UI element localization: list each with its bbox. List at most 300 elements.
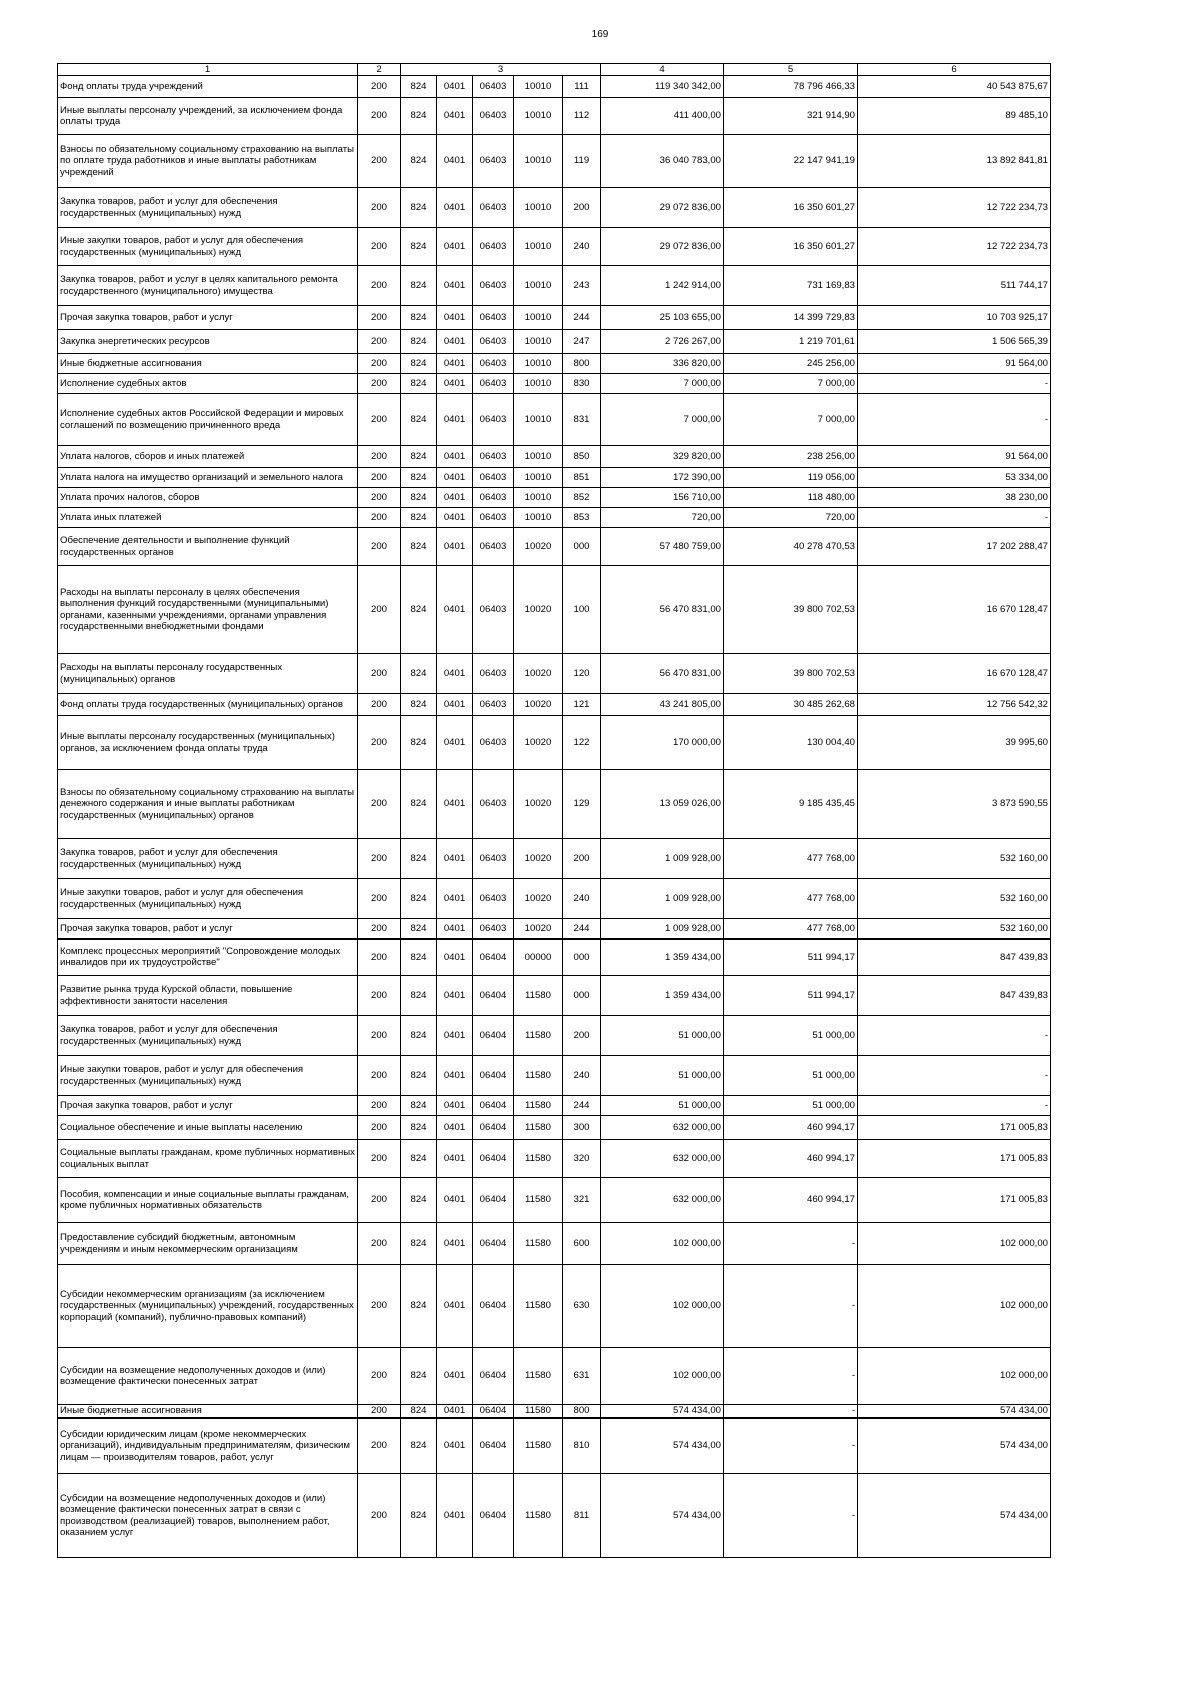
row-col-2: 200	[358, 1096, 401, 1116]
row-col-3-section: 0401	[437, 330, 473, 354]
row-col-3-type: 800	[563, 354, 601, 374]
row-col-6-amount: 12 722 234,73	[858, 188, 1051, 228]
row-col-3-section: 0401	[437, 228, 473, 266]
row-col-4-amount: 51 000,00	[601, 1056, 724, 1096]
row-col-3-program: 06404	[473, 1418, 514, 1474]
row-name: Закупка товаров, работ и услуг в целях капитального ремонта государственного (муниципального) имущества	[58, 266, 358, 306]
row-col-5-amount: 9 185 435,45	[724, 770, 858, 839]
row-col-3-section: 0401	[437, 1418, 473, 1474]
table-row	[58, 488, 1051, 508]
budget-table-container	[57, 63, 1051, 1558]
row-col-6-amount: 12 722 234,73	[858, 228, 1051, 266]
row-col-3-direction: 11580	[514, 1178, 563, 1223]
row-col-3-type: 830	[563, 374, 601, 394]
row-col-3-type: 120	[563, 654, 601, 694]
row-col-4-amount: 329 820,00	[601, 446, 724, 468]
row-col-3-program: 06403	[473, 76, 514, 98]
row-col-3-admin: 824	[401, 1096, 437, 1116]
row-col-2: 200	[358, 330, 401, 354]
table-row	[58, 839, 1051, 879]
row-col-5-amount: 460 994,17	[724, 1140, 858, 1178]
table-row	[58, 394, 1051, 446]
row-col-4-amount: 102 000,00	[601, 1348, 724, 1405]
table-row	[58, 98, 1051, 135]
row-col-3-admin: 824	[401, 1474, 437, 1558]
row-col-3-direction: 10020	[514, 919, 563, 939]
row-col-5-amount: 477 768,00	[724, 839, 858, 879]
table-row	[58, 1418, 1051, 1474]
row-col-3-type: 600	[563, 1223, 601, 1265]
row-col-3-direction: 10010	[514, 488, 563, 508]
row-col-3-section: 0401	[437, 879, 473, 919]
table-row	[58, 306, 1051, 330]
row-col-6-amount: 102 000,00	[858, 1348, 1051, 1405]
row-col-2: 200	[358, 879, 401, 919]
row-col-4-amount: 574 434,00	[601, 1474, 724, 1558]
row-col-3-program: 06403	[473, 508, 514, 528]
row-col-3-section: 0401	[437, 1405, 473, 1418]
row-col-3-direction: 11580	[514, 1096, 563, 1116]
row-col-2: 200	[358, 770, 401, 839]
row-col-3-section: 0401	[437, 266, 473, 306]
row-col-3-type: 630	[563, 1265, 601, 1348]
row-col-6-amount: 13 892 841,81	[858, 135, 1051, 188]
row-col-3-section: 0401	[437, 306, 473, 330]
row-col-5-amount: 22 147 941,19	[724, 135, 858, 188]
row-col-6-amount: -	[858, 374, 1051, 394]
row-col-2: 200	[358, 716, 401, 770]
row-col-5-amount: 78 796 466,33	[724, 76, 858, 98]
row-col-3-admin: 824	[401, 1178, 437, 1223]
row-col-3-type: 112	[563, 98, 601, 135]
row-col-4-amount: 411 400,00	[601, 98, 724, 135]
table-row	[58, 76, 1051, 98]
row-col-5-amount: 245 256,00	[724, 354, 858, 374]
row-name: Уплата иных платежей	[58, 508, 358, 528]
row-col-3-section: 0401	[437, 566, 473, 654]
row-col-3-admin: 824	[401, 839, 437, 879]
row-col-5-amount: 51 000,00	[724, 1056, 858, 1096]
row-name: Пособия, компенсации и иные социальные выплаты гражданам, кроме публичных нормативных обязательств	[58, 1178, 358, 1223]
row-col-3-admin: 824	[401, 508, 437, 528]
row-col-3-type: 810	[563, 1418, 601, 1474]
row-col-6-amount: 91 564,00	[858, 446, 1051, 468]
row-col-4-amount: 102 000,00	[601, 1265, 724, 1348]
row-col-3-program: 06403	[473, 330, 514, 354]
row-col-4-amount: 7 000,00	[601, 374, 724, 394]
row-col-3-admin: 824	[401, 374, 437, 394]
row-col-3-program: 06403	[473, 839, 514, 879]
row-col-3-type: 240	[563, 228, 601, 266]
row-col-6-amount: 17 202 288,47	[858, 528, 1051, 566]
row-col-2: 200	[358, 188, 401, 228]
row-col-3-type: 321	[563, 1178, 601, 1223]
row-col-3-admin: 824	[401, 98, 437, 135]
row-name: Иные закупки товаров, работ и услуг для обеспечения государственных (муниципальных) нужд	[58, 228, 358, 266]
row-col-3-type: 850	[563, 446, 601, 468]
row-name: Фонд оплаты труда учреждений	[58, 76, 358, 98]
row-col-6-amount: 574 434,00	[858, 1474, 1051, 1558]
table-row	[58, 976, 1051, 1016]
row-col-5-amount: 460 994,17	[724, 1116, 858, 1140]
row-col-4-amount: 1 242 914,00	[601, 266, 724, 306]
row-col-3-admin: 824	[401, 306, 437, 330]
row-col-2: 200	[358, 654, 401, 694]
row-col-4-amount: 43 241 805,00	[601, 694, 724, 716]
row-col-6-amount: 3 873 590,55	[858, 770, 1051, 839]
row-col-3-direction: 10010	[514, 446, 563, 468]
row-col-3-direction: 11580	[514, 1140, 563, 1178]
row-name: Субсидии некоммерческим организациям (за исключением государственных (муниципальных) учреждений, государственных корпораций (компаний), публично-правовых компаний)	[58, 1265, 358, 1348]
row-col-2: 200	[358, 1056, 401, 1096]
row-col-3-direction: 10010	[514, 76, 563, 98]
row-col-3-type: 240	[563, 1056, 601, 1096]
header-col-2: 2	[358, 64, 401, 76]
table-row	[58, 508, 1051, 528]
table-row	[58, 1140, 1051, 1178]
row-col-3-program: 06404	[473, 1116, 514, 1140]
row-col-3-program: 06403	[473, 306, 514, 330]
row-col-3-type: 129	[563, 770, 601, 839]
row-col-3-section: 0401	[437, 1474, 473, 1558]
row-col-3-type: 244	[563, 919, 601, 939]
row-col-3-admin: 824	[401, 566, 437, 654]
row-col-6-amount: 847 439,83	[858, 976, 1051, 1016]
row-col-3-program: 06403	[473, 98, 514, 135]
row-col-2: 200	[358, 228, 401, 266]
row-col-3-program: 06404	[473, 976, 514, 1016]
row-col-6-amount: 102 000,00	[858, 1265, 1051, 1348]
row-col-5-amount: 39 800 702,53	[724, 654, 858, 694]
row-col-3-type: 122	[563, 716, 601, 770]
row-col-3-section: 0401	[437, 1096, 473, 1116]
table-row	[58, 228, 1051, 266]
table-row	[58, 1474, 1051, 1558]
row-col-3-program: 06403	[473, 135, 514, 188]
row-col-6-amount: 16 670 128,47	[858, 566, 1051, 654]
row-col-3-section: 0401	[437, 770, 473, 839]
row-col-6-amount: 171 005,83	[858, 1178, 1051, 1223]
table-row	[58, 879, 1051, 919]
table-row	[58, 716, 1051, 770]
row-col-2: 200	[358, 374, 401, 394]
table-row	[58, 939, 1051, 976]
table-row	[58, 770, 1051, 839]
row-col-6-amount: 53 334,00	[858, 468, 1051, 488]
row-name: Иные закупки товаров, работ и услуг для обеспечения государственных (муниципальных) нужд	[58, 879, 358, 919]
row-col-3-direction: 10020	[514, 716, 563, 770]
row-col-5-amount: 238 256,00	[724, 446, 858, 468]
row-col-6-amount: 532 160,00	[858, 879, 1051, 919]
row-col-5-amount: -	[724, 1348, 858, 1405]
table-row	[58, 330, 1051, 354]
row-col-6-amount: 91 564,00	[858, 354, 1051, 374]
row-col-3-program: 06404	[473, 1348, 514, 1405]
row-name: Уплата налога на имущество организаций и земельного налога	[58, 468, 358, 488]
row-col-3-program: 06404	[473, 1178, 514, 1223]
row-col-2: 200	[358, 394, 401, 446]
row-col-2: 200	[358, 976, 401, 1016]
row-col-3-direction: 11580	[514, 976, 563, 1016]
row-col-3-direction: 11580	[514, 1223, 563, 1265]
row-col-5-amount: 1 219 701,61	[724, 330, 858, 354]
row-name: Исполнение судебных актов Российской Федерации и мировых соглашений по возмещению причиненного вреда	[58, 394, 358, 446]
row-name: Иные закупки товаров, работ и услуг для обеспечения государственных (муниципальных) нужд	[58, 1056, 358, 1096]
row-col-6-amount: 10 703 925,17	[858, 306, 1051, 330]
row-col-3-program: 06403	[473, 694, 514, 716]
table-row	[58, 266, 1051, 306]
header-col-3: 3	[401, 64, 601, 76]
row-col-3-direction: 10010	[514, 508, 563, 528]
row-col-5-amount: -	[724, 1418, 858, 1474]
row-col-4-amount: 1 009 928,00	[601, 839, 724, 879]
row-name: Развитие рынка труда Курской области, повышение эффективности занятости населения	[58, 976, 358, 1016]
row-name: Иные бюджетные ассигнования	[58, 354, 358, 374]
row-col-3-type: 244	[563, 306, 601, 330]
row-col-3-section: 0401	[437, 98, 473, 135]
row-col-2: 200	[358, 135, 401, 188]
row-col-4-amount: 1 009 928,00	[601, 879, 724, 919]
row-col-4-amount: 56 470 831,00	[601, 654, 724, 694]
row-col-3-admin: 824	[401, 1140, 437, 1178]
row-col-6-amount: 16 670 128,47	[858, 654, 1051, 694]
row-col-3-type: 853	[563, 508, 601, 528]
row-col-3-admin: 824	[401, 394, 437, 446]
row-col-4-amount: 36 040 783,00	[601, 135, 724, 188]
row-col-3-program: 06403	[473, 394, 514, 446]
row-col-4-amount: 29 072 836,00	[601, 228, 724, 266]
header-col-1: 1	[58, 64, 358, 76]
row-col-3-program: 06403	[473, 188, 514, 228]
row-col-5-amount: 39 800 702,53	[724, 566, 858, 654]
table-row	[58, 1405, 1051, 1418]
budget-table	[57, 63, 1051, 1558]
row-col-3-section: 0401	[437, 839, 473, 879]
table-row	[58, 1096, 1051, 1116]
row-col-6-amount: -	[858, 1096, 1051, 1116]
row-col-3-program: 06403	[473, 488, 514, 508]
row-col-3-program: 06404	[473, 1096, 514, 1116]
row-col-4-amount: 574 434,00	[601, 1418, 724, 1474]
row-col-3-direction: 11580	[514, 1405, 563, 1418]
row-col-3-admin: 824	[401, 188, 437, 228]
row-col-6-amount: -	[858, 1056, 1051, 1096]
row-col-3-section: 0401	[437, 939, 473, 976]
row-col-4-amount: 156 710,00	[601, 488, 724, 508]
table-header-row	[58, 64, 1051, 76]
row-name: Прочая закупка товаров, работ и услуг	[58, 1096, 358, 1116]
row-col-3-program: 06403	[473, 716, 514, 770]
row-col-3-program: 06403	[473, 654, 514, 694]
row-col-4-amount: 1 009 928,00	[601, 919, 724, 939]
row-col-3-admin: 824	[401, 76, 437, 98]
table-row	[58, 188, 1051, 228]
row-name: Закупка товаров, работ и услуг для обеспечения государственных (муниципальных) нужд	[58, 839, 358, 879]
header-col-4: 4	[601, 64, 724, 76]
row-col-5-amount: 511 994,17	[724, 976, 858, 1016]
table-row	[58, 1348, 1051, 1405]
row-col-3-admin: 824	[401, 1348, 437, 1405]
row-col-5-amount: 731 169,83	[724, 266, 858, 306]
row-col-2: 200	[358, 98, 401, 135]
table-row	[58, 135, 1051, 188]
table-body	[58, 64, 1051, 1558]
row-col-2: 200	[358, 1178, 401, 1223]
row-col-4-amount: 119 340 342,00	[601, 76, 724, 98]
row-col-3-type: 119	[563, 135, 601, 188]
row-col-3-direction: 10020	[514, 879, 563, 919]
row-col-3-admin: 824	[401, 939, 437, 976]
row-col-3-admin: 824	[401, 879, 437, 919]
row-col-3-type: 200	[563, 188, 601, 228]
row-col-5-amount: 321 914,90	[724, 98, 858, 135]
header-col-5: 5	[724, 64, 858, 76]
row-name: Социальные выплаты гражданам, кроме публичных нормативных социальных выплат	[58, 1140, 358, 1178]
row-col-6-amount: 532 160,00	[858, 839, 1051, 879]
row-col-2: 200	[358, 839, 401, 879]
row-col-2: 200	[358, 446, 401, 468]
row-col-5-amount: -	[724, 1474, 858, 1558]
row-col-3-admin: 824	[401, 1418, 437, 1474]
header-col-6: 6	[858, 64, 1051, 76]
row-col-3-section: 0401	[437, 374, 473, 394]
row-col-3-section: 0401	[437, 1116, 473, 1140]
row-col-3-type: 000	[563, 976, 601, 1016]
row-col-3-program: 06404	[473, 1223, 514, 1265]
row-col-6-amount: 171 005,83	[858, 1116, 1051, 1140]
row-col-6-amount: 847 439,83	[858, 939, 1051, 976]
row-col-3-program: 06403	[473, 468, 514, 488]
row-col-3-program: 06403	[473, 528, 514, 566]
row-col-5-amount: 40 278 470,53	[724, 528, 858, 566]
row-col-3-direction: 11580	[514, 1348, 563, 1405]
row-col-3-section: 0401	[437, 528, 473, 566]
row-col-5-amount: -	[724, 1265, 858, 1348]
row-col-3-type: 320	[563, 1140, 601, 1178]
row-col-3-direction: 10020	[514, 770, 563, 839]
row-name: Уплата налогов, сборов и иных платежей	[58, 446, 358, 468]
row-col-3-direction: 10010	[514, 394, 563, 446]
row-col-3-direction: 10010	[514, 188, 563, 228]
row-col-2: 200	[358, 528, 401, 566]
page-number: 169	[591, 29, 609, 40]
row-col-3-type: 121	[563, 694, 601, 716]
table-row	[58, 468, 1051, 488]
row-col-3-section: 0401	[437, 1223, 473, 1265]
row-col-3-admin: 824	[401, 654, 437, 694]
row-col-3-program: 06403	[473, 266, 514, 306]
row-name: Субсидии на возмещение недополученных доходов и (или) возмещение фактически понесенных затрат в связи с производством (реализацией) товаров, выполнением работ, оказанием услуг	[58, 1474, 358, 1558]
row-name: Взносы по обязательному социальному страхованию на выплаты по оплате труда работников и иные выплаты работникам учреждений	[58, 135, 358, 188]
row-col-2: 200	[358, 508, 401, 528]
row-col-5-amount: 14 399 729,83	[724, 306, 858, 330]
row-col-3-program: 06403	[473, 879, 514, 919]
row-col-3-type: 111	[563, 76, 601, 98]
row-col-3-section: 0401	[437, 188, 473, 228]
row-name: Иные выплаты персоналу учреждений, за исключением фонда оплаты труда	[58, 98, 358, 135]
row-col-3-section: 0401	[437, 468, 473, 488]
row-col-3-direction: 10020	[514, 528, 563, 566]
row-col-4-amount: 574 434,00	[601, 1405, 724, 1418]
row-name: Иные выплаты персоналу государственных (муниципальных) органов, за исключением фонда оплаты труда	[58, 716, 358, 770]
row-col-3-section: 0401	[437, 1016, 473, 1056]
row-name: Социальное обеспечение и иные выплаты населению	[58, 1116, 358, 1140]
row-col-5-amount: 16 350 601,27	[724, 188, 858, 228]
row-col-3-admin: 824	[401, 1016, 437, 1056]
table-row	[58, 1223, 1051, 1265]
row-col-2: 200	[358, 694, 401, 716]
row-col-3-type: 800	[563, 1405, 601, 1418]
row-col-4-amount: 57 480 759,00	[601, 528, 724, 566]
row-col-5-amount: 16 350 601,27	[724, 228, 858, 266]
row-col-3-type: 000	[563, 939, 601, 976]
table-row	[58, 694, 1051, 716]
row-col-2: 200	[358, 266, 401, 306]
row-col-6-amount: 39 995,60	[858, 716, 1051, 770]
row-col-4-amount: 632 000,00	[601, 1178, 724, 1223]
row-col-3-section: 0401	[437, 716, 473, 770]
row-col-3-direction: 10020	[514, 566, 563, 654]
row-col-3-direction: 10010	[514, 98, 563, 135]
row-col-3-admin: 824	[401, 1056, 437, 1096]
row-col-3-program: 06404	[473, 939, 514, 976]
row-col-6-amount: 38 230,00	[858, 488, 1051, 508]
row-col-3-section: 0401	[437, 508, 473, 528]
row-col-3-direction: 00000	[514, 939, 563, 976]
row-col-3-program: 06404	[473, 1016, 514, 1056]
row-name: Прочая закупка товаров, работ и услуг	[58, 306, 358, 330]
row-col-3-admin: 824	[401, 354, 437, 374]
row-col-2: 200	[358, 919, 401, 939]
table-row	[58, 1016, 1051, 1056]
row-col-3-admin: 824	[401, 1405, 437, 1418]
row-col-2: 200	[358, 306, 401, 330]
row-col-3-direction: 11580	[514, 1056, 563, 1096]
row-col-4-amount: 51 000,00	[601, 1096, 724, 1116]
row-col-3-section: 0401	[437, 76, 473, 98]
row-col-3-direction: 10010	[514, 135, 563, 188]
row-col-3-admin: 824	[401, 528, 437, 566]
row-col-3-type: 247	[563, 330, 601, 354]
row-col-2: 200	[358, 939, 401, 976]
row-col-5-amount: 477 768,00	[724, 919, 858, 939]
row-col-2: 200	[358, 1474, 401, 1558]
row-col-3-section: 0401	[437, 1056, 473, 1096]
row-col-3-program: 06403	[473, 919, 514, 939]
row-name: Субсидии юридическим лицам (кроме некоммерческих организаций), индивидуальным предпринимателям, физическим лицам — производителям товаров, работ, услуг	[58, 1418, 358, 1474]
row-col-4-amount: 1 359 434,00	[601, 976, 724, 1016]
row-col-5-amount: 118 480,00	[724, 488, 858, 508]
row-col-2: 200	[358, 1348, 401, 1405]
row-col-3-direction: 11580	[514, 1418, 563, 1474]
row-col-3-admin: 824	[401, 330, 437, 354]
row-col-4-amount: 13 059 026,00	[601, 770, 724, 839]
table-row	[58, 374, 1051, 394]
row-name: Взносы по обязательному социальному страхованию на выплаты денежного содержания и иные выплаты работникам государственных (муниципальных) органов	[58, 770, 358, 839]
row-name: Расходы на выплаты персоналу государственных (муниципальных) органов	[58, 654, 358, 694]
row-col-3-type: 200	[563, 1016, 601, 1056]
row-col-3-program: 06403	[473, 770, 514, 839]
row-name: Исполнение судебных актов	[58, 374, 358, 394]
row-col-6-amount: 89 485,10	[858, 98, 1051, 135]
row-col-6-amount: -	[858, 508, 1051, 528]
row-col-2: 200	[358, 354, 401, 374]
row-col-3-direction: 10010	[514, 306, 563, 330]
row-col-3-admin: 824	[401, 694, 437, 716]
row-col-3-program: 06403	[473, 228, 514, 266]
row-col-4-amount: 720,00	[601, 508, 724, 528]
row-col-4-amount: 172 390,00	[601, 468, 724, 488]
